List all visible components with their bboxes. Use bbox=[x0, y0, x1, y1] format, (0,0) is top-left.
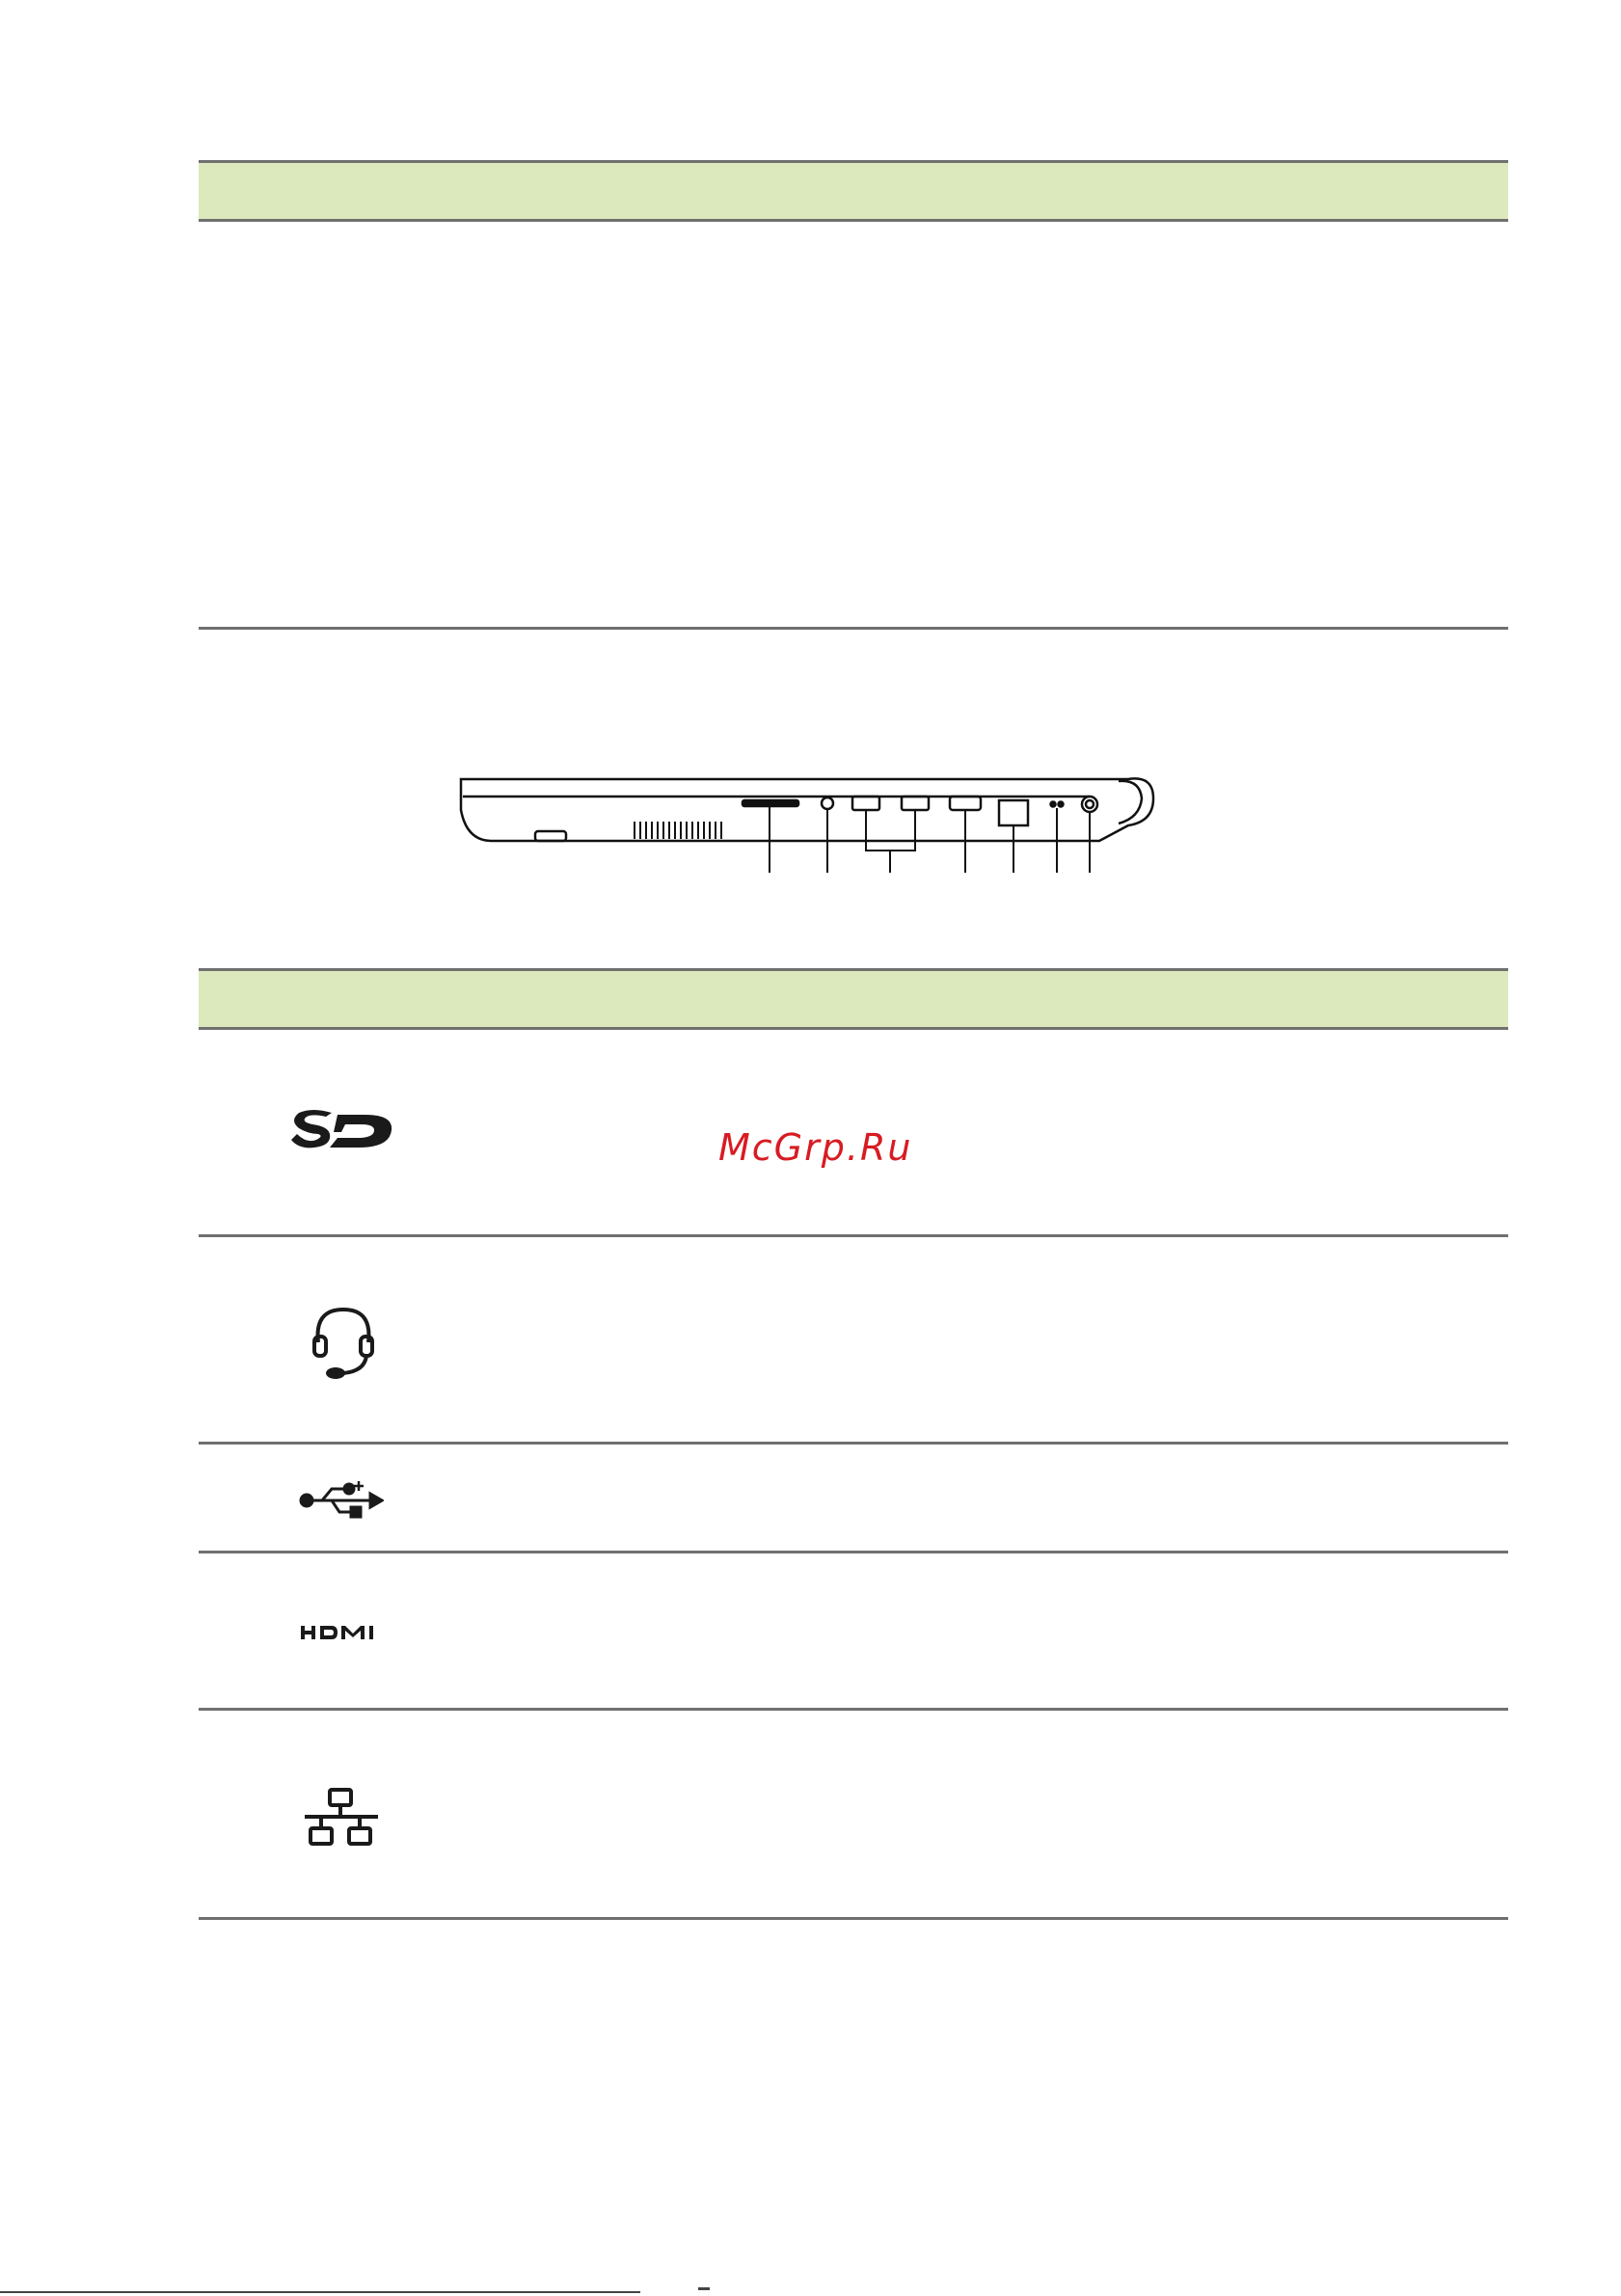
vent-grille bbox=[635, 822, 721, 839]
top-table-header bbox=[199, 160, 1508, 222]
row-rule-3 bbox=[199, 1551, 1508, 1553]
footer-rule bbox=[0, 2291, 640, 2293]
usb-port-1 bbox=[852, 797, 879, 810]
sd-card-icon bbox=[289, 1109, 395, 1153]
hdmi-port bbox=[950, 797, 981, 810]
sd-slot bbox=[743, 800, 798, 806]
led-1 bbox=[1051, 802, 1056, 807]
laptop-hinge bbox=[1119, 781, 1142, 824]
audio-jack bbox=[822, 797, 833, 809]
lan-port bbox=[999, 800, 1028, 825]
headset-icon bbox=[307, 1304, 380, 1383]
leader-3 bbox=[866, 810, 915, 851]
ports-table-header bbox=[199, 968, 1508, 1030]
ethernet-icon bbox=[301, 1786, 382, 1850]
laptop-right-side-figure bbox=[453, 762, 1176, 878]
row-rule-4 bbox=[199, 1708, 1508, 1711]
row-rule-5 bbox=[199, 1917, 1508, 1920]
watermark: McGrp.Ru bbox=[718, 1126, 913, 1169]
row-rule-1 bbox=[199, 1234, 1508, 1237]
top-table-bottom-rule bbox=[199, 627, 1508, 630]
usb-icon bbox=[299, 1477, 384, 1520]
hdmi-icon bbox=[301, 1624, 382, 1643]
footer-tick bbox=[698, 2287, 710, 2290]
dc-in-jack bbox=[1082, 797, 1097, 812]
usb-port-2 bbox=[902, 797, 929, 810]
row-rule-2 bbox=[199, 1442, 1508, 1445]
foot-left bbox=[535, 831, 566, 841]
led-2 bbox=[1059, 802, 1064, 807]
